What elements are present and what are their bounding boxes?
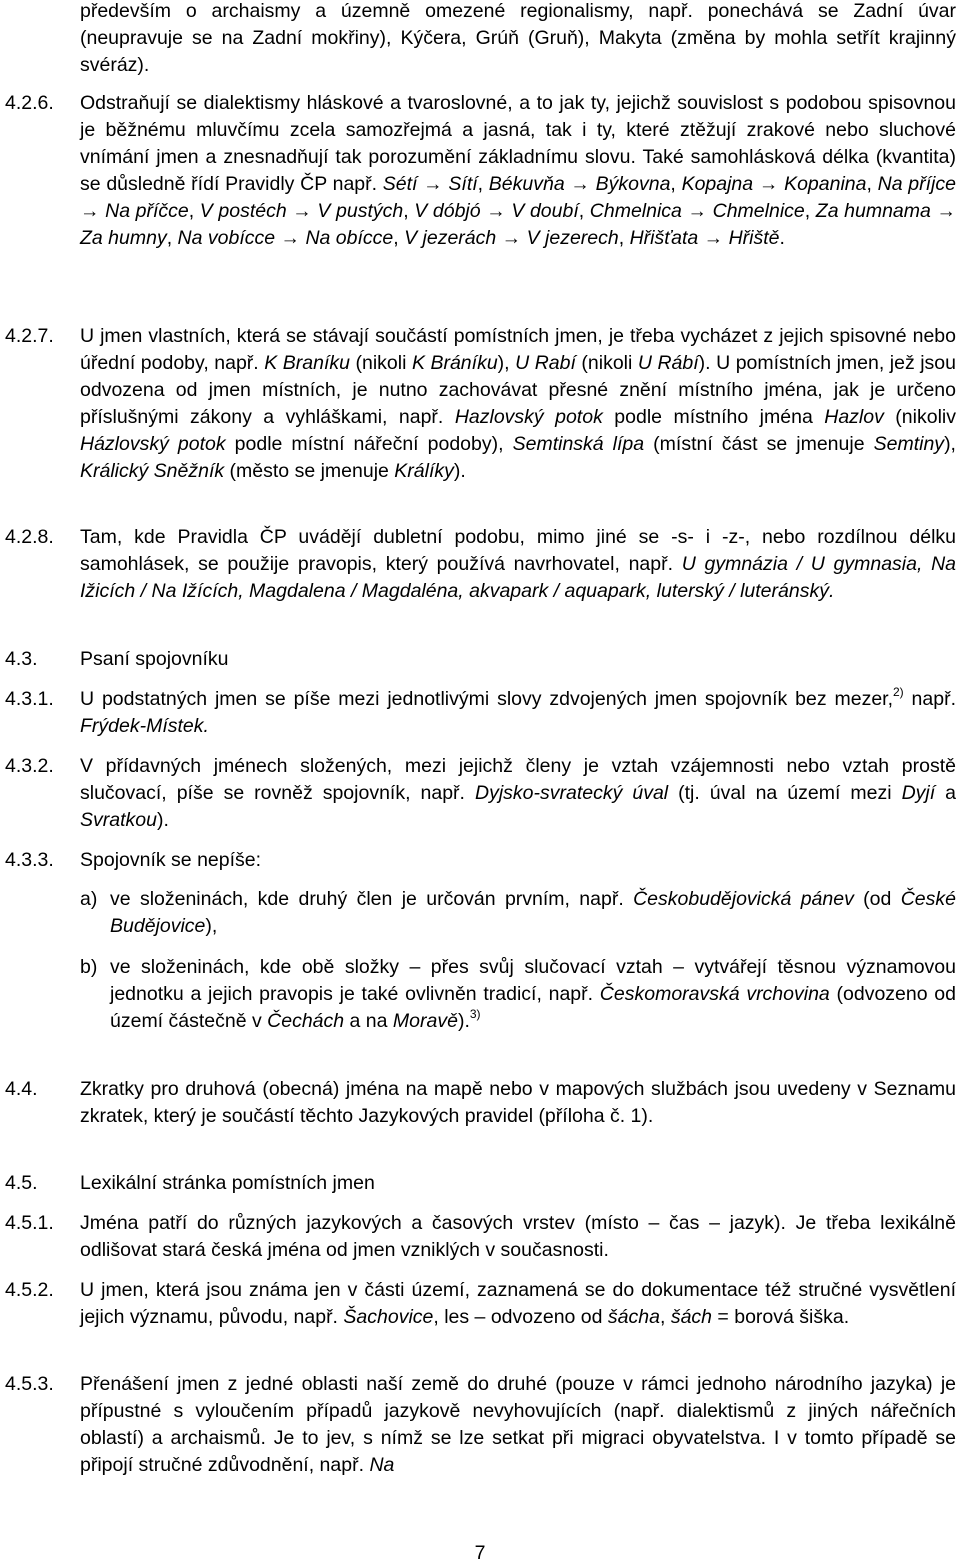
section-4-2-7 [5, 323, 956, 485]
example-standard-form: Na příčce [105, 200, 189, 222]
section-4-2-6 [5, 90, 956, 252]
section-4-5-2 [5, 1277, 956, 1331]
arrow-right-icon: → [930, 200, 956, 222]
example-original-form: Na příjce [877, 173, 956, 195]
example-name: Dyjí [901, 782, 936, 804]
example-name: K Braníku [264, 352, 350, 374]
example-name: České Budějovice [110, 888, 956, 937]
section-number: 4.5.1. [5, 1212, 54, 1234]
section-body: U jmen, která jsou známa jen v části území, zaznamená se do dokumentace též stručné vysvětlení jejich významu, původu, např. Šachovice, les – odvozeno od šácha, šách = borová šiška. [80, 1279, 956, 1328]
section-heading: Spojovník se nepíše: [80, 849, 262, 871]
section-4-2-8 [5, 524, 956, 605]
example-name: Frýdek-Místek. [80, 715, 209, 737]
section-4-3 [5, 646, 956, 673]
section-body [80, 90, 956, 252]
section-number: 4.3.3. [5, 849, 54, 871]
example-original-form: Sétí [382, 173, 418, 195]
example-standard-form: Chmelnice [712, 200, 805, 222]
section-4-4 [5, 1076, 956, 1130]
example-name: Králický Sněžník [80, 460, 225, 482]
continued-paragraph-text: především o archaismy a územně omezené regionalismy, např. ponechává se Zadní úvar (neupravuje se na Zadní mokřiny), Kýčera, Grúň (Gruň), Makyta (změna by mohla setřít krajinný svéráz). [80, 0, 956, 76]
section-text: Odstraňují se dialektismy hláskové a tvaroslovné, a to jak ty, jejichž souvislost s podobou spisovnou je běžnému mluvčímu zcela samozřejmá a jasná, tak i ty, které ztěžují zrakové nebo sluchové vnímání jmen a znesnadňují tak porozumění základnímu slovu. Také samohlásková délka (kvantita) se důsledně řídí Pravidly ČP např. [80, 92, 956, 195]
example-name: Hazlovský potok [454, 406, 603, 428]
section-number: 4.2.8. [5, 526, 54, 548]
example-name: Házlovský potok [80, 433, 226, 455]
example-original-form: Hřišťata [629, 227, 699, 249]
example-standard-form: Býkovna [595, 173, 671, 195]
example-name: Hazlov [824, 406, 884, 428]
section-number: 4.3.1. [5, 688, 54, 710]
example-standard-form: Kopanina [784, 173, 867, 195]
example-standard-form: V jezerech [526, 227, 619, 249]
example-name: Moravě [392, 1010, 458, 1032]
continued-paragraph [80, 0, 956, 79]
example-name: U Rábí [637, 352, 699, 374]
section-body: Zkratky pro druhová (obecná) jména na mapě nebo v mapových službách jsou uvedeny v Seznamu zkratek, který je součástí těchto Jazykových pravidel (příloha č. 1). [80, 1078, 956, 1127]
arrow-right-icon: → [753, 173, 785, 195]
section-4-3-1 [5, 686, 956, 740]
arrow-right-icon: → [480, 200, 512, 222]
example-name: Králíky [394, 460, 454, 482]
example-name: Českomoravská vrchovina [599, 983, 830, 1005]
arrow-right-icon: → [80, 200, 106, 222]
section-number: 4.3.2. [5, 755, 54, 777]
list-letter: a) [80, 888, 98, 910]
example-standard-form: V pustých [317, 200, 404, 222]
example-name: Na [369, 1454, 395, 1476]
arrow-right-icon: → [564, 173, 596, 195]
section-4-5-3 [5, 1371, 956, 1479]
arrow-right-icon: → [417, 173, 449, 195]
section-number: 4.5.2. [5, 1279, 54, 1301]
list-item-body: ve složeninách, kde druhý člen je určován prvním, např. Českobudějovická pánev (od České Budějovice), [110, 888, 956, 937]
example-standard-form: Za humny [80, 227, 167, 249]
section-body: Tam, kde Pravidla ČP uvádějí dubletní podobu, mimo jiné se -s- i -z-, nebo rozdílnou délku samohlásek, se použije pravopis, který používá navrhovatel, např. U gymnázia / U gymnasia, Na Ižicích / Na Ižících, Magdalena / Magdaléna, akvapark / aquapark, luterský / luteránský. [80, 526, 956, 602]
section-4-5-1 [5, 1210, 956, 1264]
example-name: šácha [607, 1306, 660, 1328]
section-heading: Lexikální stránka pomístních jmen [80, 1172, 375, 1194]
section-body: V přídavných jménech složených, mezi jejichž členy je vztah vzájemnosti nebo vztah prostě slučovací, píše se rovněž spojovník, např. Dyjsko-svratecký úval (tj. úval na území mezi Dyjí a Svratkou). [80, 755, 957, 831]
section-body: Jména patří do různých jazykových a časových vrstev (místo – čas – jazyk). Je třeba lexikálně odlišovat stará česká jména od jmen vzniklých v současnosti. [80, 1212, 956, 1261]
arrow-right-icon: → [286, 200, 318, 222]
list-item-b [80, 954, 956, 1035]
example-original-form: Za humnama [815, 200, 931, 222]
section-body: U podstatných jmen se píše mezi jednotlivými slovy zdvojených jmen spojovník bez mezer,$^{2)}$ např. Frýdek-Místek. [80, 685, 956, 737]
arrow-right-icon: → [698, 227, 729, 249]
section-number: 4.2.6. [5, 92, 54, 114]
example-original-form: Kopajna [681, 173, 754, 195]
section-number: 4.5. [5, 1172, 38, 1194]
arrow-right-icon: → [275, 227, 306, 249]
example-name: Čechách [267, 1010, 345, 1032]
section-4-3-2 [5, 753, 956, 834]
footnote-ref: 3) [469, 1007, 481, 1021]
example-name: Svratkou [80, 809, 157, 831]
page-number: 7 [474, 1542, 486, 1564]
section-body: U jmen vlastních, která se stávají součástí pomístních jmen, je třeba vycházet z jejich spisovné nebo úřední podoby, např. K Braníku (nikoli K Bráníku), U Rabí (nikoli U Rábí). U pomístních jmen, jež jsou odvozena od jmen místních, je nutno zachovávat přesné znění místního jména, jak je určeno příslušnými zákony a vyhláškami, např. Hazlovský potok podle místního jména Hazlov (nikoliv Házlovský potok podle místní nářeční podoby), Semtinská lípa (místní část se jmenuje Semtiny), Králický Sněžník (město se jmenuje Králíky). [80, 325, 956, 482]
example-original-form: V jezerách [404, 227, 497, 249]
example-name: K Bráníku [411, 352, 498, 374]
example-name: Šachovice [343, 1306, 434, 1328]
example-name: Semtiny [873, 433, 945, 455]
example-original-form: Békuvňa [488, 173, 565, 195]
section-number: 4.2.7. [5, 325, 54, 347]
example-name: Dyjsko-svratecký úval [474, 782, 669, 804]
section-heading: Psaní spojovníku [80, 648, 229, 670]
example-standard-form: V doubí [511, 200, 579, 222]
example-names: U gymnázia / U gymnasia, Na Ižicích / Na Ižících, Magdalena / Magdaléna, akvapark / aquapark, luterský / luteránský. [80, 553, 956, 602]
example-original-form: V postéch [199, 200, 287, 222]
example-name: šách [670, 1306, 713, 1328]
example-original-form: Chmelnica [589, 200, 682, 222]
list-item-body: ve složeninách, kde obě složky – přes svůj slučovací vztah – vytvářejí těsnou významovou jednotku a jejich pravopis je také ovlivněn tradicí, např. Českomoravská vrchovina (odvozeno od území částečně v Čechách a na Moravě).$^{3)}$ [110, 956, 956, 1032]
section-body: Přenášení jmen z jedné oblasti naší země do druhé (pouze v rámci jednoho národního jazyka) je přípustné s vyloučením případů jazykově nevyhovujících (např. dialektismů z jiných nářečních oblastí) a archaismů. Je to jev, s nímž se lze setkat při migraci obyvatelstva. I v tomto případě se připojí stručné zdůvodnění, např. Na [80, 1373, 956, 1476]
list-item-a [80, 886, 956, 940]
footnote-ref: 2) [893, 685, 904, 699]
examples-list: Sétí → Sítí, Békuvňa → Býkovna, Kopajna → Kopanina, Na příjce → Na příčce, V postéch → V pustých, V dóbjó → V doubí, Chmelnica → Chmelnice, Za humnama → Za humny, Na vobícce → Na obícce, V jezerách → V jezerech, Hřišťata → Hřiště. [80, 173, 956, 249]
section-4-3-3 [5, 847, 956, 874]
example-standard-form: Na obícce [305, 227, 394, 249]
arrow-right-icon: → [496, 227, 527, 249]
example-original-form: V dóbjó [414, 200, 481, 222]
section-number: 4.4. [5, 1078, 38, 1100]
section-number: 4.5.3. [5, 1373, 54, 1395]
example-standard-form: Sítí [448, 173, 478, 195]
arrow-right-icon: → [681, 200, 713, 222]
list-letter: b) [80, 956, 98, 978]
example-name: Semtinská lípa [512, 433, 645, 455]
example-name: Českobudějovická pánev [633, 888, 854, 910]
section-4-5 [5, 1170, 956, 1197]
example-name: U Rabí [515, 352, 576, 374]
example-original-form: Na vobícce [177, 227, 276, 249]
section-number: 4.3. [5, 648, 38, 670]
example-standard-form: Hřiště [728, 227, 780, 249]
